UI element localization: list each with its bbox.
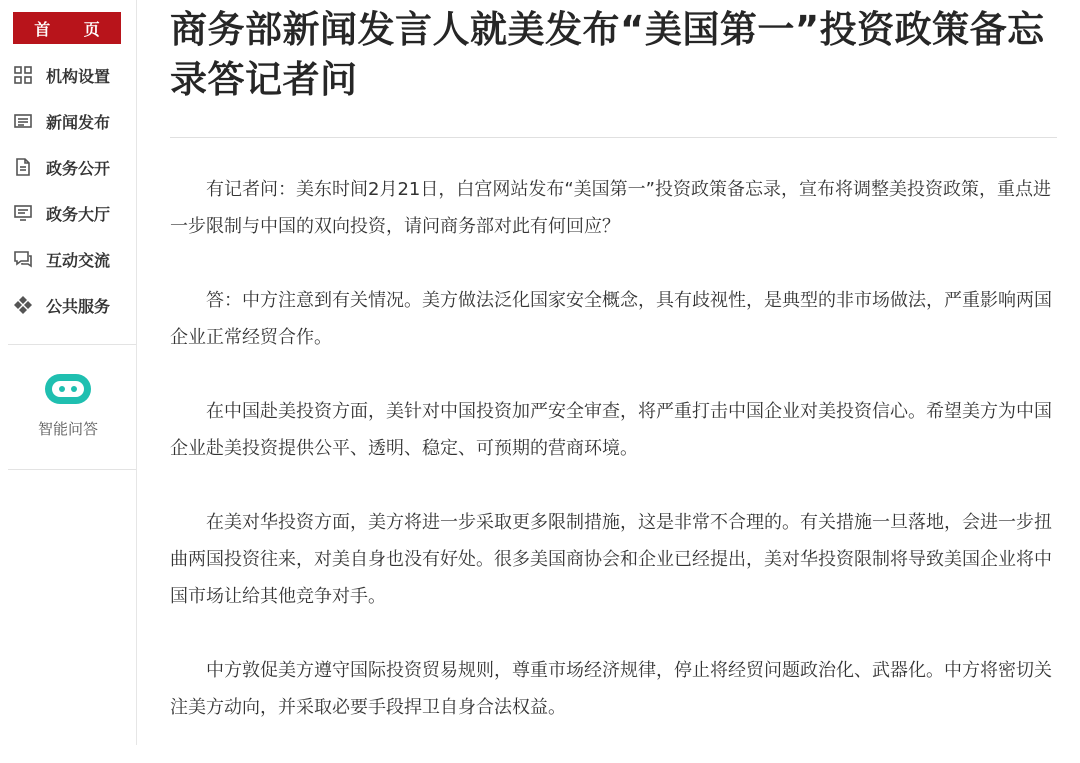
article-paragraph: 答：中方注意到有关情况。美方做法泛化国家安全概念，具有歧视性，是典型的非市场做法，严重影响两国企业正常经贸合作。 [170,290,1052,348]
sidebar [0,0,137,745]
ai-assistant-label: 智能问答 [37,420,98,438]
sidebar-item-label: 互动交流 [46,250,111,270]
sidebar-item-interaction[interactable] [0,236,136,282]
sidebar-nav [0,52,136,328]
service-icon [13,295,33,315]
grid-icon [13,65,33,85]
sidebar-item-label: 公共服务 [46,296,111,316]
article-body [170,171,1058,726]
ai-assistant-button[interactable] [0,372,136,452]
sidebar-divider [8,469,136,470]
title-divider [170,137,1057,138]
monitor-icon [13,203,33,223]
sidebar-item-public-service[interactable] [0,282,136,328]
sidebar-item-disclosure[interactable] [0,144,136,190]
sidebar-item-label: 机构设置 [46,66,111,86]
sidebar-item-organization[interactable] [0,52,136,98]
article-paragraph: 在美对华投资方面，美方将进一步采取更多限制措施，这是非常不合理的。有关措施一旦落地，会进一步扭曲两国投资往来，对美自身也没有好处。很多美国商协会和企业已经提出，美对华投资限制将导致美国企业将中国市场让给其他竞争对手。 [170,512,1052,607]
sidebar-item-news[interactable] [0,98,136,144]
home-button[interactable]: 首 页 [13,12,121,44]
sidebar-item-label: 政务大厅 [46,204,111,224]
sidebar-item-hall[interactable] [0,190,136,236]
article-paragraph: 中方敦促美方遵守国际投资贸易规则，尊重市场经济规律，停止将经贸问题政治化、武器化。中方将密切关注美方动向，并采取必要手段捍卫自身合法权益。 [170,660,1052,718]
newspaper-icon [13,111,33,131]
document-icon [13,157,33,177]
sidebar-divider [8,344,136,345]
sidebar-item-label: 政务公开 [46,158,111,178]
article-paragraph: 在中国赴美投资方面，美针对中国投资加严安全审查，将严重打击中国企业对美投资信心。希望美方为中国企业赴美投资提供公平、透明、稳定、可预期的营商环境。 [170,401,1052,459]
article-title: 商务部新闻发言人就美发布“美国第一”投资政策备忘录答记者问 [170,8,1045,101]
sidebar-item-label: 新闻发布 [46,112,111,132]
chat-icon [13,249,33,269]
article-paragraph: 有记者问：美东时间2月21日，白宫网站发布“美国第一”投资政策备忘录，宣布将调整美投资政策，重点进一步限制与中国的双向投资，请问商务部对此有何回应？ [170,179,1052,237]
article-main [170,0,1058,763]
robot-icon [43,372,93,406]
